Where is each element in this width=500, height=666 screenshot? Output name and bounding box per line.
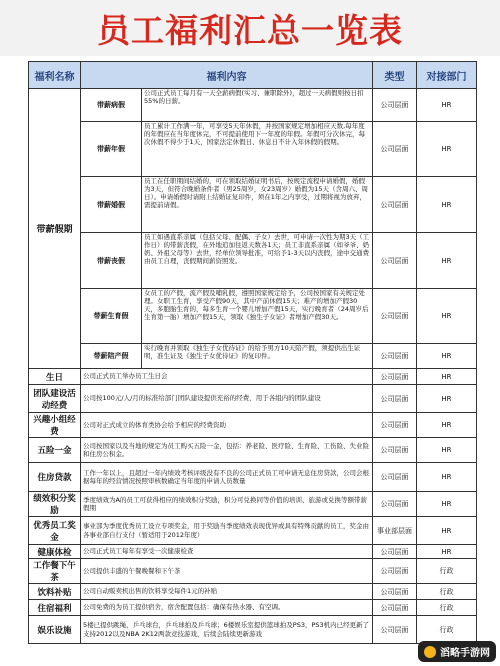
- table-row: [29, 344, 477, 369]
- header-dept: 对接部门: [417, 62, 477, 89]
- dept-cell: HR: [417, 438, 477, 463]
- header-type: 类型: [373, 62, 417, 89]
- group-paid-leave: 带薪假期: [29, 89, 81, 369]
- benefit-content: 公司正式员工每年有享受一次健康检查: [81, 545, 373, 559]
- dept-cell: HR: [417, 413, 477, 438]
- dept-cell: HR: [417, 89, 477, 122]
- leave-name: 带薪病假: [81, 89, 142, 121]
- benefit-name: 兴趣小组经费: [29, 413, 81, 438]
- dept-cell: HR: [417, 463, 477, 492]
- table-row: [29, 616, 477, 644]
- leave-name: 带薪年假: [81, 122, 142, 176]
- table-row: [29, 545, 477, 559]
- leave-cell: [81, 177, 373, 233]
- benefit-name: 工作餐下午茶: [29, 559, 81, 584]
- type-cell: 公司层面: [373, 385, 417, 413]
- benefit-name: 生日: [29, 369, 81, 385]
- dept-cell: HR: [417, 177, 477, 233]
- table-row: [29, 369, 477, 385]
- dept-cell: HR: [417, 517, 477, 545]
- header-content: 福利内容: [81, 62, 373, 89]
- benefit-content: 工作一年以上，且超过一年内绩效考核评级没有不良的公司正式员工可申请无息住房贷款，公司会根据每年的经营情况按照审核数确定当年度的申请人员数量: [81, 463, 373, 492]
- benefit-content: 事业部为季度优秀员工设立专项奖金，用于奖励当季度绩效表现优异或具有特殊贡献的员工，奖金由各事业部自行支付（暂适用于2012年度）: [81, 517, 373, 545]
- benefit-content: 公司对正式成立的体育类协会给予相应的经费资助: [81, 413, 373, 438]
- leave-content: 公司正式员工每月有一天全薪病假(实习、兼职除外)，超过一天病假则按日扣55%的日薪。: [144, 89, 364, 106]
- type-cell: 公司层面: [373, 289, 417, 344]
- leave-cell: [81, 344, 373, 369]
- table-row: [29, 584, 477, 600]
- benefit-name: 团队建设活动经费: [29, 385, 81, 413]
- table-row: [29, 559, 477, 584]
- benefit-name: 健康体检: [29, 545, 81, 559]
- dept-cell: 行政: [417, 600, 477, 616]
- type-cell: 公司层面: [373, 463, 417, 492]
- dept-cell: HR: [417, 289, 477, 344]
- type-cell: 公司层面: [373, 369, 417, 385]
- dept-cell: HR: [417, 369, 477, 385]
- leave-content: 女员工的产假，流产假及哺乳假，遵照国家规定给予，公司按国家有关规定处理。女职工生育，享受产假90天，其中产前休假15天；难产的增加产假30天，多胞胎生育的，每多生育一个婴儿增加产假15天，实行晚育者（24周岁后生育第一胎）增加产假15天，领取《独生子女证》者增加产假30天。: [144, 289, 369, 322]
- table-row: [29, 492, 477, 517]
- dept-cell: HR: [417, 344, 477, 369]
- title-banner: [0, 0, 500, 56]
- benefit-content: 公司按100元/人/月的标准给部门团队建设提供充裕的经费，用于各组内的团队建设: [81, 385, 373, 413]
- leave-name: 带薪生育假: [81, 289, 142, 343]
- watermark-logo: [418, 641, 496, 662]
- benefit-name: 绩效积分奖励: [29, 492, 81, 517]
- benefit-name: 五险一金: [29, 438, 81, 463]
- table-row: [29, 289, 477, 344]
- gamepad-icon: [424, 646, 436, 658]
- table-row: [29, 413, 477, 438]
- leave-name: 带薪婚假: [81, 177, 142, 232]
- table-row: [29, 600, 477, 616]
- type-cell: 公司层面: [373, 600, 417, 616]
- dept-cell: HR: [417, 233, 477, 289]
- type-cell: 事业部层面: [373, 517, 417, 545]
- leave-content: 员工如遇直系亲属（包括父母、配偶、子女）去世，可申请一次性为期3天（工作日）的带薪丧假，在外地追加往返天数各1天；员工非直系亲属（如爷爷、奶奶、外祖父母等）去世，经单位领导批准，可给予1-3天以内丧假，途中交通费由员工自理，丧假期间薪资照发。: [144, 233, 370, 266]
- benefits-table: [28, 61, 477, 644]
- table-row: [29, 122, 477, 177]
- table-header-row: [29, 62, 477, 89]
- type-cell: 公司层面: [373, 438, 417, 463]
- leave-content: 员工累计工作满一年，可享受5天年休假，并按国家规定增加相应天数,每年度的年假应在当年度休完，不可提前使用下一年度的年假。年假可分次休完，每次休假不得少于1天，国家法定休假日、休息日不计入年休假的假期。: [144, 122, 365, 147]
- type-cell: 公司层面: [373, 89, 417, 122]
- benefit-name: 娱乐设施: [29, 616, 81, 644]
- dept-cell: HR: [417, 545, 477, 559]
- leave-cell: [81, 289, 373, 344]
- leave-cell: [81, 122, 373, 177]
- type-cell: 公司层面: [373, 344, 417, 369]
- page-title: 员工福利汇总一览表: [97, 10, 403, 50]
- type-cell: 公司层面: [373, 177, 417, 233]
- leave-content: 实行晚育并领取《独生子女优待证》的给予男方10天陪产假，须提供出生证明，准生证及《独生子女优待证》的复印件。: [144, 344, 361, 361]
- dept-cell: HR: [417, 122, 477, 177]
- dept-cell: 行政: [417, 559, 477, 584]
- table-row: [29, 385, 477, 413]
- type-cell: 公司层面: [373, 413, 417, 438]
- benefit-name: 饮料补贴: [29, 584, 81, 600]
- table-row: [29, 517, 477, 545]
- dept-cell: 行政: [417, 584, 477, 600]
- header-name: 福利名称: [29, 62, 81, 89]
- type-cell: 公司层面: [373, 545, 417, 559]
- type-cell: 公司层面: [373, 616, 417, 644]
- leave-name: 带薪丧假: [81, 233, 142, 288]
- table-row: [29, 177, 477, 233]
- benefit-content: 公司提供丰盛的午餐晚餐和下午茶: [81, 559, 373, 584]
- table-row: [29, 89, 477, 122]
- leave-cell: [81, 89, 373, 122]
- type-cell: 公司层面: [373, 122, 417, 177]
- table-row: [29, 233, 477, 289]
- benefit-name: 住房贷款: [29, 463, 81, 492]
- dept-cell: 行政: [417, 616, 477, 644]
- benefit-content: 季度绩效为A的员工可获得相应的绩效积分奖励，积分可兑换同等价值的培训、旅游或兑换等额带薪假期: [81, 492, 373, 517]
- leave-name: 带薪陪产假: [81, 344, 142, 368]
- table-row: [29, 438, 477, 463]
- benefit-content: 公司自动贩卖机出售的饮料享受每件1元的补贴: [81, 584, 373, 600]
- type-cell: 公司层面: [373, 233, 417, 289]
- leave-content: 员工在任职期间结婚的，可在领取结婚证明书后，按规定流程申请婚假，婚假为3天，但符合晚婚条件者（男25周岁，女23周岁）婚假为15天（含周六、周日）。申请婚假时请附上结婚证复印件，须在1年之内享受，过期将视为放弃，需提前请假。: [144, 177, 368, 210]
- table-row: [29, 463, 477, 492]
- benefit-content: 公司按国家以及当地的规定为员工购买五险一金，包括：养老险、医疗险、生育险、工伤险、失业险和住房公积金。: [81, 438, 373, 463]
- benefit-name: 优秀员工奖金: [29, 517, 81, 545]
- benefit-content: 5楼已提供跳绳，乒乓球台，乒乓球拍及乒乓球；6楼娱乐室提供篮球拍及PS3，PS3机内已经更新了支持2012以及NBA 2K12两款竞技游戏，后续会陆续更新游戏: [81, 616, 373, 644]
- dept-cell: HR: [417, 492, 477, 517]
- type-cell: 公司层面: [373, 559, 417, 584]
- benefit-name: 住宿福利: [29, 600, 81, 616]
- benefit-content: 公司正式员工举办员工生日会: [81, 369, 373, 385]
- benefit-content: 公司免费的为员工提供宿舍，宿舍配置包括：确保有热水器、有空调。: [81, 600, 373, 616]
- watermark-text: 滔略手游网: [440, 648, 490, 659]
- dept-cell: HR: [417, 385, 477, 413]
- type-cell: 公司层面: [373, 492, 417, 517]
- leave-cell: [81, 233, 373, 289]
- type-cell: 公司层面: [373, 584, 417, 600]
